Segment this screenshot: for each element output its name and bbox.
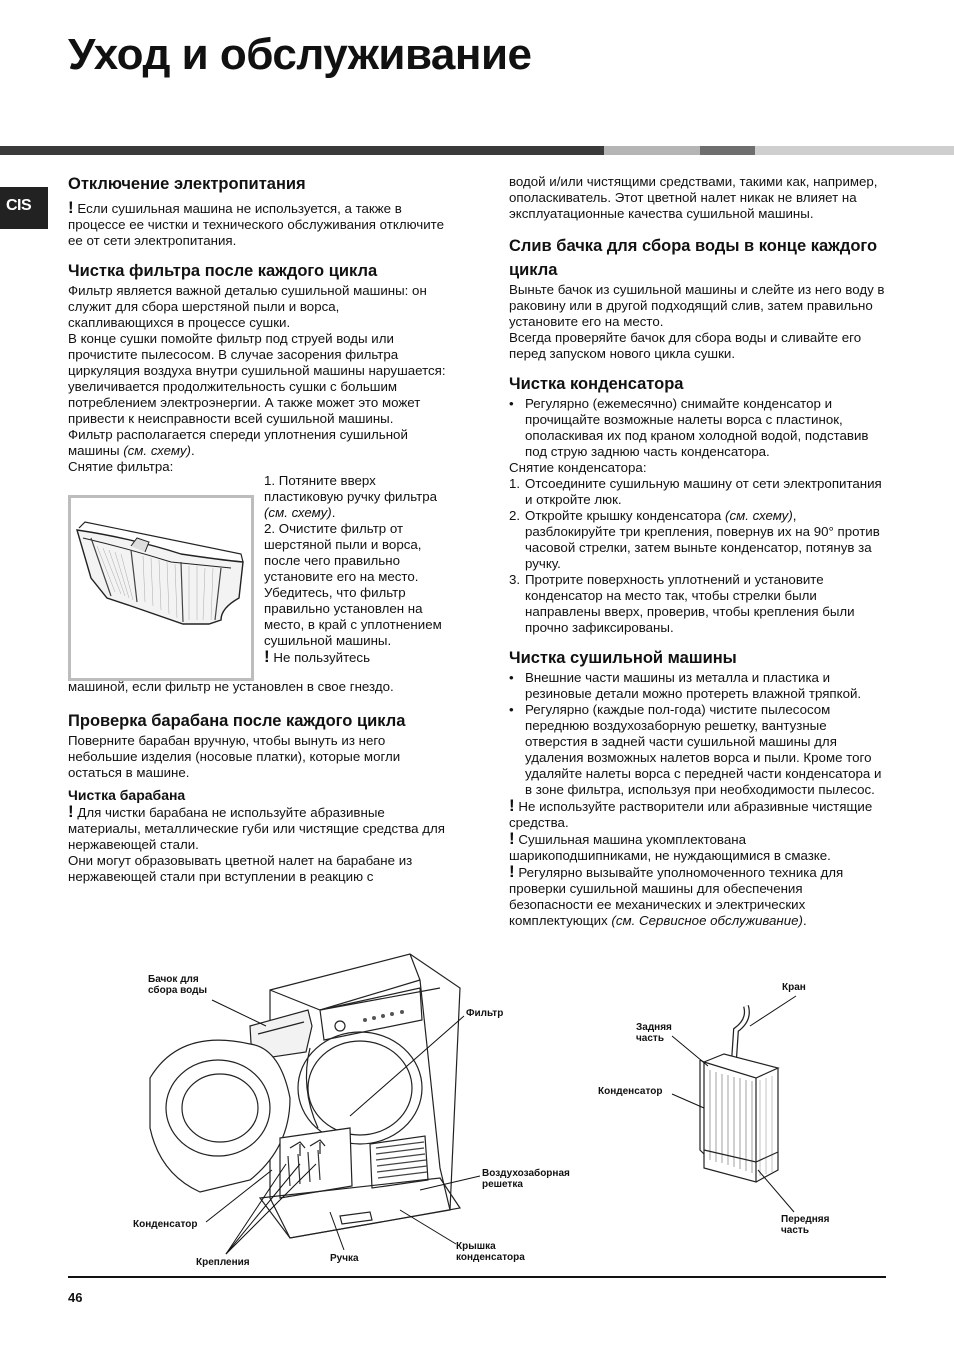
filter-text-1: Фильтр является важной деталью сушильной машины: он служит для сбора шерстяной пыли и ворса, скапливающихся в процессе сушки. bbox=[68, 283, 427, 330]
section-tank-title: Слив бачка для сбора воды в конце каждого цикла bbox=[509, 237, 878, 279]
label-handle: Ручка bbox=[330, 1253, 359, 1264]
label-condenser-cover: Крышка конденсатора bbox=[456, 1241, 525, 1263]
label-condenser-2: Конденсатор bbox=[598, 1086, 663, 1097]
section-power-title: Отключение электропитания bbox=[68, 175, 306, 193]
label-tap: Кран bbox=[782, 982, 806, 993]
drum-cleaning-subtitle: Чистка барабана bbox=[68, 787, 186, 803]
footer-rule bbox=[68, 1276, 886, 1278]
machine-warning-3: ! Регулярно вызывайте уполномоченного техника для проверки сушильной машины для обеспечения безопасности ее механических и электрических комплектующих (см. Сервисное обслуживание). bbox=[509, 862, 844, 928]
language-tab: CIS bbox=[0, 187, 48, 229]
section-power-text: ! Если сушильная машина не используется, а также в процессе ее чистки и технического обслуживания отключите ее от сети электропитания. bbox=[68, 198, 444, 248]
label-front-part: Передняя часть bbox=[781, 1214, 830, 1236]
drum-text-2: Они могут образовывать цветной налет на барабане из нержавеющей стали при вступлении в реакцию с bbox=[68, 853, 413, 884]
condenser-step-1: 1. Отсоедините сушильную машину от сети электропитания и откройте люк. bbox=[509, 476, 882, 507]
condenser-step-3: 3. Протрите поверхность уплотнений и установите конденсатор на место так, чтобы стрелки были направлены вверх, проверив, чтобы крепления были прочно зафиксированы. bbox=[509, 572, 855, 635]
condenser-removal-intro: Снятие конденсатора: bbox=[509, 460, 647, 475]
machine-warning-2: ! Сушильная машина укомплектована шарикоподшипниками, не нуждающимися в смазке. bbox=[509, 829, 831, 863]
drum-warning: ! Для чистки барабана не используйте абразивные материалы, металлические губи или чистящие средства для нержавеющей стали. bbox=[68, 802, 445, 852]
section-machine-cleaning-title: Чистка сушильной машины bbox=[509, 649, 737, 667]
page-number: 46 bbox=[68, 1290, 83, 1305]
drum-text-cont: водой и/или чистящими средствами, такими как, например, ополаскиватель. Этот цветной налет никак не влияет на эксплуатационные качества сушильной машины. bbox=[509, 174, 878, 221]
section-drum-title: Проверка барабана после каждого цикла bbox=[68, 712, 406, 730]
filter-warning-cont: машиной, если фильтр не установлен в свое гнездо. bbox=[68, 679, 394, 694]
label-back-part: Задняя часть bbox=[636, 1022, 672, 1044]
filter-step-1: 1. Потяните вверх пластиковую ручку фильтра (см. схему). bbox=[264, 473, 437, 520]
drum-text: Поверните барабан вручную, чтобы вынуть из него небольшие изделия (носовые платки), которые могли остаться в машине. bbox=[68, 733, 401, 780]
filter-text-2: В конце сушки помойте фильтр под струей воды или прочистите пылесосом. В случае засорения фильтра циркуляция воздуха внутри сушильной машины нарушается: увеличивается продолжительность сушки с большим потреблением электроэнергии. А также может это может привести к неисправности всей сушильной машины. bbox=[68, 331, 446, 426]
label-water-tank: Бачок для сбора воды bbox=[148, 974, 208, 996]
filter-text-3: Фильтр располагается спереди уплотнения сушильной машины (см. схему). bbox=[68, 427, 408, 458]
section-condenser-title: Чистка конденсатора bbox=[509, 375, 684, 393]
warning-icon: ! bbox=[509, 796, 515, 815]
machine-bullet-2: • Регулярно (каждые пол-года) чистите пылесосом переднюю воздухозаборную решетку, вантузные отверстия в задней части сушильной машины для удаления возможных налетов ворса и пыли. Кроме того удаляйте налеты ворса с передней части конденсатора и в зоне фильтра, используя при необходимости пылесос. bbox=[509, 702, 882, 797]
warning-icon: ! bbox=[509, 862, 515, 881]
label-condenser: Конденсатор bbox=[133, 1219, 198, 1230]
warning-icon: ! bbox=[509, 829, 515, 848]
machine-bullet-1: • Внешние части машины из металла и пластика и резиновые детали можно протереть влажной тряпкой. bbox=[509, 670, 862, 701]
label-air-grille: Воздухозаборная решетка bbox=[482, 1168, 570, 1190]
tank-text-1: Выньте бачок из сушильной машины и слейте из него воду в раковину или в другой подходящий слив, затем правильно установите его на место. bbox=[509, 282, 885, 329]
tank-text-2: Всегда проверяйте бачок для сбора воды и сливайте его перед запуском нового цикла сушки. bbox=[509, 330, 862, 361]
condenser-step-2: 2. Откройте крышку конденсатора (см. схему), разблокируйте три крепления, повернув их на 90° против часовой стрелки, затем выньте конденсатор, потянув за ручку. bbox=[509, 508, 880, 571]
label-filter: Фильтр bbox=[466, 1008, 504, 1019]
warning-icon: ! bbox=[68, 198, 74, 217]
page-title: Уход и обслуживание bbox=[68, 30, 532, 79]
label-latches: Крепления bbox=[196, 1257, 250, 1268]
warning-icon: ! bbox=[264, 647, 270, 666]
warning-icon: ! bbox=[68, 802, 74, 821]
condenser-bullet: • Регулярно (ежемесячно) снимайте конденсатор и прочищайте возможные налеты ворса с пластинок, ополаскивая их под краном холодной водой, подставив под струю заднюю часть конденсатора. bbox=[509, 396, 869, 459]
filter-warning: ! Не пользуйтесь bbox=[264, 647, 370, 666]
section-filter-title: Чистка фильтра после каждого цикла bbox=[68, 262, 378, 280]
machine-warning-1: ! Не используйте растворители или абразивные чистящие средства. bbox=[509, 796, 873, 830]
filter-step-2: 2. Очистите фильтр от шерстяной пыли и ворса, после чего правильно установите его на место. Убедитесь, что фильтр правильно установлен на место, в край с уплотнением сушильной машины. bbox=[264, 521, 442, 648]
filter-removal-intro: Снятие фильтра: bbox=[68, 459, 174, 474]
